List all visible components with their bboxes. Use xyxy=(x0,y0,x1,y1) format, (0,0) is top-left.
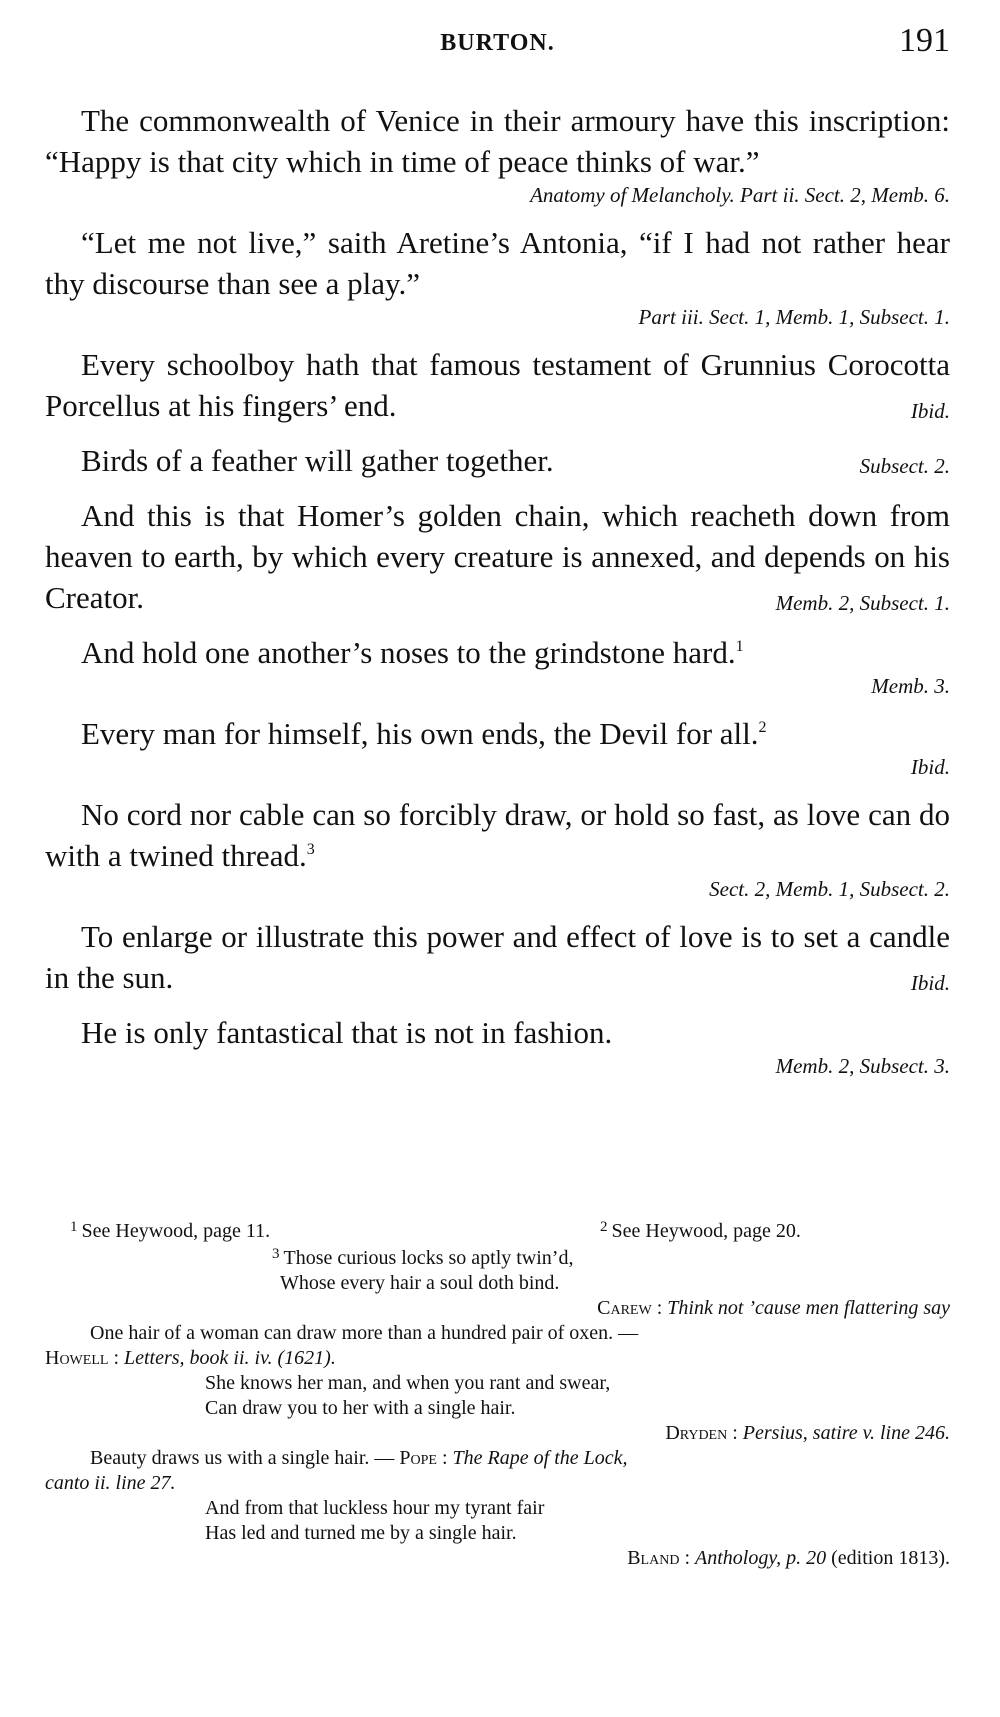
quotation-text: Every schoolboy hath that famous testament of Grunnius Corocotta Porcellus at his fingers’ end. xyxy=(45,347,950,423)
quotation-text: And hold one another’s noses to the grindstone hard. xyxy=(81,635,736,670)
attribution-source: canto ii. line 27. xyxy=(45,1472,176,1494)
page-number: 191 xyxy=(899,22,950,59)
attribution-author: Pope xyxy=(399,1447,437,1469)
attribution-source: Persius, satire v. line 246. xyxy=(742,1422,950,1444)
quotation-entry xyxy=(45,1012,950,1079)
footnote-1 xyxy=(70,1215,270,1244)
footnote-2-marker: 2 xyxy=(600,1219,608,1235)
quotation-text-wrap xyxy=(45,916,950,998)
quotation-text-wrap xyxy=(45,344,950,426)
footnote-attribution: Carew : Think not ’cause men flattering say xyxy=(597,1297,950,1319)
footnote-2-text: See Heywood, page 20. xyxy=(611,1220,801,1242)
quotation-entry xyxy=(45,632,950,699)
quotation-entry xyxy=(45,495,950,618)
footnote-marker: 1 xyxy=(735,638,744,655)
attribution-source: Anthology, p. 20 xyxy=(695,1547,827,1569)
quotation-citation: Sect. 2, Memb. 1, Subsect. 2. xyxy=(709,877,950,901)
footnote-3-line xyxy=(45,1242,950,1271)
quotation-text-wrap xyxy=(45,794,950,876)
attribution-edition: (edition 1813). xyxy=(831,1547,950,1569)
attribution-author: Howell xyxy=(45,1347,109,1369)
footnote-1-text: See Heywood, page 11. xyxy=(81,1220,271,1242)
quotation-text: And this is that Homer’s golden chain, which reacheth down from heaven to earth, by which every creature is annexed, and depends on his Creator. xyxy=(45,498,950,615)
quotation-text: No cord nor cable can so forcibly draw, or hold so fast, as love can do with a twined thread. xyxy=(45,797,950,873)
footnote-2 xyxy=(600,1215,801,1244)
footnote-verse: Has led and turned me by a single hair. xyxy=(205,1522,517,1544)
footnote-attribution: Howell : Letters, book ii. iv. (1621). xyxy=(45,1347,336,1369)
quotation-text-wrap xyxy=(45,440,950,481)
attribution-source: Think not ’cause men flattering say xyxy=(667,1297,950,1319)
footnote-3-marker: 3 xyxy=(272,1246,280,1262)
footnote-attribution: Dryden : Persius, satire v. line 246. xyxy=(665,1422,950,1444)
quotation-entry xyxy=(45,344,950,426)
footnote-attribution xyxy=(45,1471,950,1496)
quotation-entry xyxy=(45,713,950,780)
running-title: BURTON. xyxy=(440,30,555,56)
attribution-source: Letters, book ii. iv. (1621). xyxy=(124,1347,336,1369)
quotation-text: Birds of a feather will gather together. xyxy=(81,443,554,478)
quotation-text-wrap xyxy=(45,713,950,754)
quotation-entry xyxy=(45,100,950,208)
quotation-citation: Ibid. xyxy=(910,755,950,779)
running-head xyxy=(45,20,950,60)
footnote-verse: Can draw you to her with a single hair. xyxy=(205,1397,516,1419)
quotation-citation: Memb. 2, Subsect. 1. xyxy=(775,591,950,615)
quotation-text: “Let me not live,” saith Aretine’s Antonia, “if I had not rather hear thy discourse than see a play.” xyxy=(45,225,950,301)
quotation-citation: Anatomy of Melancholy. Part ii. Sect. 2, Memb. 6. xyxy=(530,183,950,207)
footnote-3-verse: Those curious locks so aptly twin’d, xyxy=(283,1247,574,1269)
quotation-citation: Memb. 2, Subsect. 3. xyxy=(775,1054,950,1078)
footnote-marker: 3 xyxy=(306,841,315,858)
quotation-citation: Ibid. xyxy=(910,399,950,423)
quotation-text: Every man for himself, his own ends, the Devil for all. xyxy=(81,716,759,751)
attribution-author: Dryden xyxy=(665,1422,728,1444)
footnotes xyxy=(45,1215,950,1571)
quotation-citation: Part iii. Sect. 1, Memb. 1, Subsect. 1. xyxy=(638,305,950,329)
quotation-text: He is only fantastical that is not in fashion. xyxy=(81,1015,613,1050)
footnote-marker: 2 xyxy=(758,719,767,736)
footnote-3-verse: Whose every hair a soul doth bind. xyxy=(280,1272,560,1294)
attribution-source: The Rape of the Lock, xyxy=(452,1447,628,1469)
footnote-prose: One hair of a woman can draw more than a hundred pair of oxen. — xyxy=(90,1322,639,1344)
quotation-list xyxy=(45,100,950,1093)
footnote-attribution: Bland : Anthology, p. 20 (edition 1813). xyxy=(627,1547,950,1569)
quotation-text: The commonwealth of Venice in their armoury have this inscription: “Happy is that city which in time of peace thinks of war.” xyxy=(45,103,950,179)
quotation-entry xyxy=(45,222,950,330)
footnote-verse: She knows her man, and when you rant and swear, xyxy=(205,1372,611,1394)
quotation-entry xyxy=(45,794,950,902)
quotation-citation: Memb. 3. xyxy=(871,674,950,698)
quotation-entry xyxy=(45,916,950,998)
quotation-entry xyxy=(45,440,950,481)
footnotes-first-row xyxy=(45,1215,950,1242)
quotation-text-wrap xyxy=(45,632,950,673)
quotation-citation: Subsect. 2. xyxy=(859,454,950,478)
quotation-text-wrap xyxy=(45,495,950,618)
attribution-author: Carew xyxy=(597,1297,652,1319)
footnote-prose: Beauty draws us with a single hair. — Pope : The Rape of the Lock, xyxy=(90,1447,628,1469)
footnote-verse: And from that luckless hour my tyrant fair xyxy=(205,1497,545,1519)
quotation-citation: Ibid. xyxy=(910,971,950,995)
footnote-prose-text: Beauty draws us with a single hair. — xyxy=(90,1447,395,1469)
footnote-1-marker: 1 xyxy=(70,1219,78,1235)
attribution-author: Bland xyxy=(627,1547,680,1569)
quotation-text: To enlarge or illustrate this power and effect of love is to set a candle in the sun. xyxy=(45,919,950,995)
